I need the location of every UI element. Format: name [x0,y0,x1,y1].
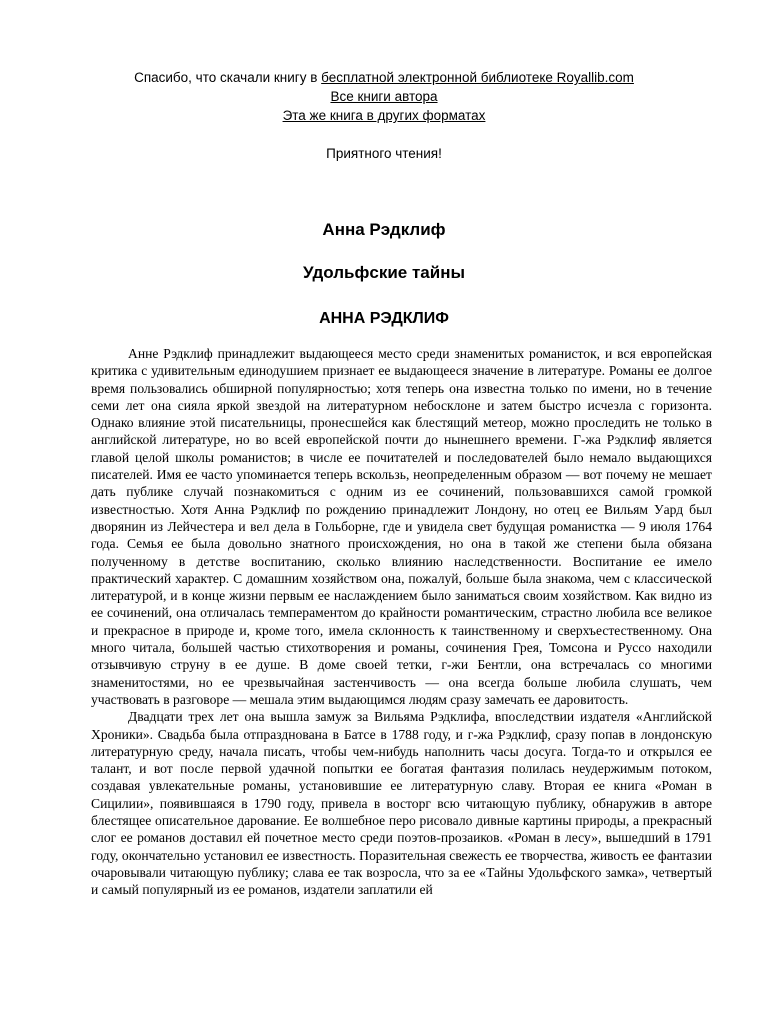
other-formats-link[interactable]: Эта же книга в других форматах [282,108,486,123]
library-link[interactable]: бесплатной электронной библиотеке Royallib.com [321,70,634,85]
body-text [91,345,712,899]
book-author: Анна Рэдклиф [322,220,446,239]
paragraph: Двадцати трех лет она вышла замуж за Вильяма Рэдклифа, впоследствии издателя «Английской Хроники». Свадьба была отпразднована в Батсе в 1788 году, и г-жа Рэдклиф, сразу попав в лондонскую литературную среду, начала писать, чтобы чем-нибудь наполнить часы досуга. Тогда-то и открылся ее талант, и вот после первой удачной попытки ее богатая фантазия полилась неудержимым потоком, создавая увлекательные романы, установившие ее литературную славу. Вторая ее книга «Роман в Сицилии», появившаяся в 1790 году, привела в восторг всю читающую публику, обнаружив в авторе блестящее описательное дарование. Ее волшебное перо рисовало дивные картины природы, а прекрасный слог ее романов доставил ей почетное место среди поэтов-прозаиков. «Роман в лесу», вышедший в 1791 году, окончательно установил ее известность. Поразительная свежесть ее творчества, живость ее фантазии очаровывали читающую публику; слава ее так возросла, что за ее «Тайны Удольфского замка», четвертый и самый популярный из ее романов, издатели заплатили ей [91,709,712,898]
download-header [0,68,768,163]
section-title: АННА РЭДКЛИФ [319,310,449,327]
author-books-link[interactable]: Все книги автора [330,89,438,104]
greeting-text: Приятного чтения! [326,146,442,161]
paragraph: Анне Рэдклиф принадлежит выдающееся место среди знаменитых романисток, и вся европейская критика с удивительным единодушием признает ее выдающееся значение в литературе. Романы ее долгое время пользовались обширной популярностью; хотя теперь она известна только по имени, но в течение семи лет она сияла яркой звездой на литературном небосклоне и затем быстро исчезла с горизонта. Однако влияние этой писательницы, пронесшейся как блестящий метеор, можно проследить не только в английской литературе, но во всей европейской почти до нынешнего времени. Г-жа Рэдклиф является главой целой школы романистов; в числе ее почитателей и последователей было немало выдающихся писателей. Имя ее часто упоминается теперь вскользь, неопределенным образом — вот почему не мешает дать публике случай познакомиться с одним из ее сочинений, пользовавшихся самой громкой известностью. Хотя Анна Рэдклиф по рождению принадлежит Лондону, но отец ее Вильям Уард был дворянин из Лейчестера и вел дела в Гольборне, где и увидела свет будущая романистка — 9 июля 1764 года. Семья ее была довольно знатного происхождения, но она в такой же степени была обязана полученному в детстве воспитанию, сколько влиянию наследственности. Воспитание ее имело практический характер. С домашним хозяйством она, пожалуй, больше была знакома, чем с классической литературой, и в конце жизни первым ее наслаждением было заниматься своим хозяйством. Как видно из ее сочинений, она отличалась темпераментом до крайности романтическим, страстно любила все великое и прекрасное в природе и, кроме того, имела склонность к таинственному и сверхъестественному. Она много читала, большей частью стихотворения и романы, сочинения Грея, Томсона и Руссо находили отзывчивую струну в ее душе. В доме своей тетки, г-жи Бентли, она встречалась со многими знаменитостями, но ее чрезвычайная застенчивость — она всегда больше любила слушать, чем участвовать в разговоре — мешала этим выдающимся людям сразу замечать ее даровитость. [91,346,712,707]
book-title: Удольфские тайны [303,263,465,282]
thanks-line [0,68,768,87]
thanks-text: Спасибо, что скачали книгу в [134,70,322,85]
